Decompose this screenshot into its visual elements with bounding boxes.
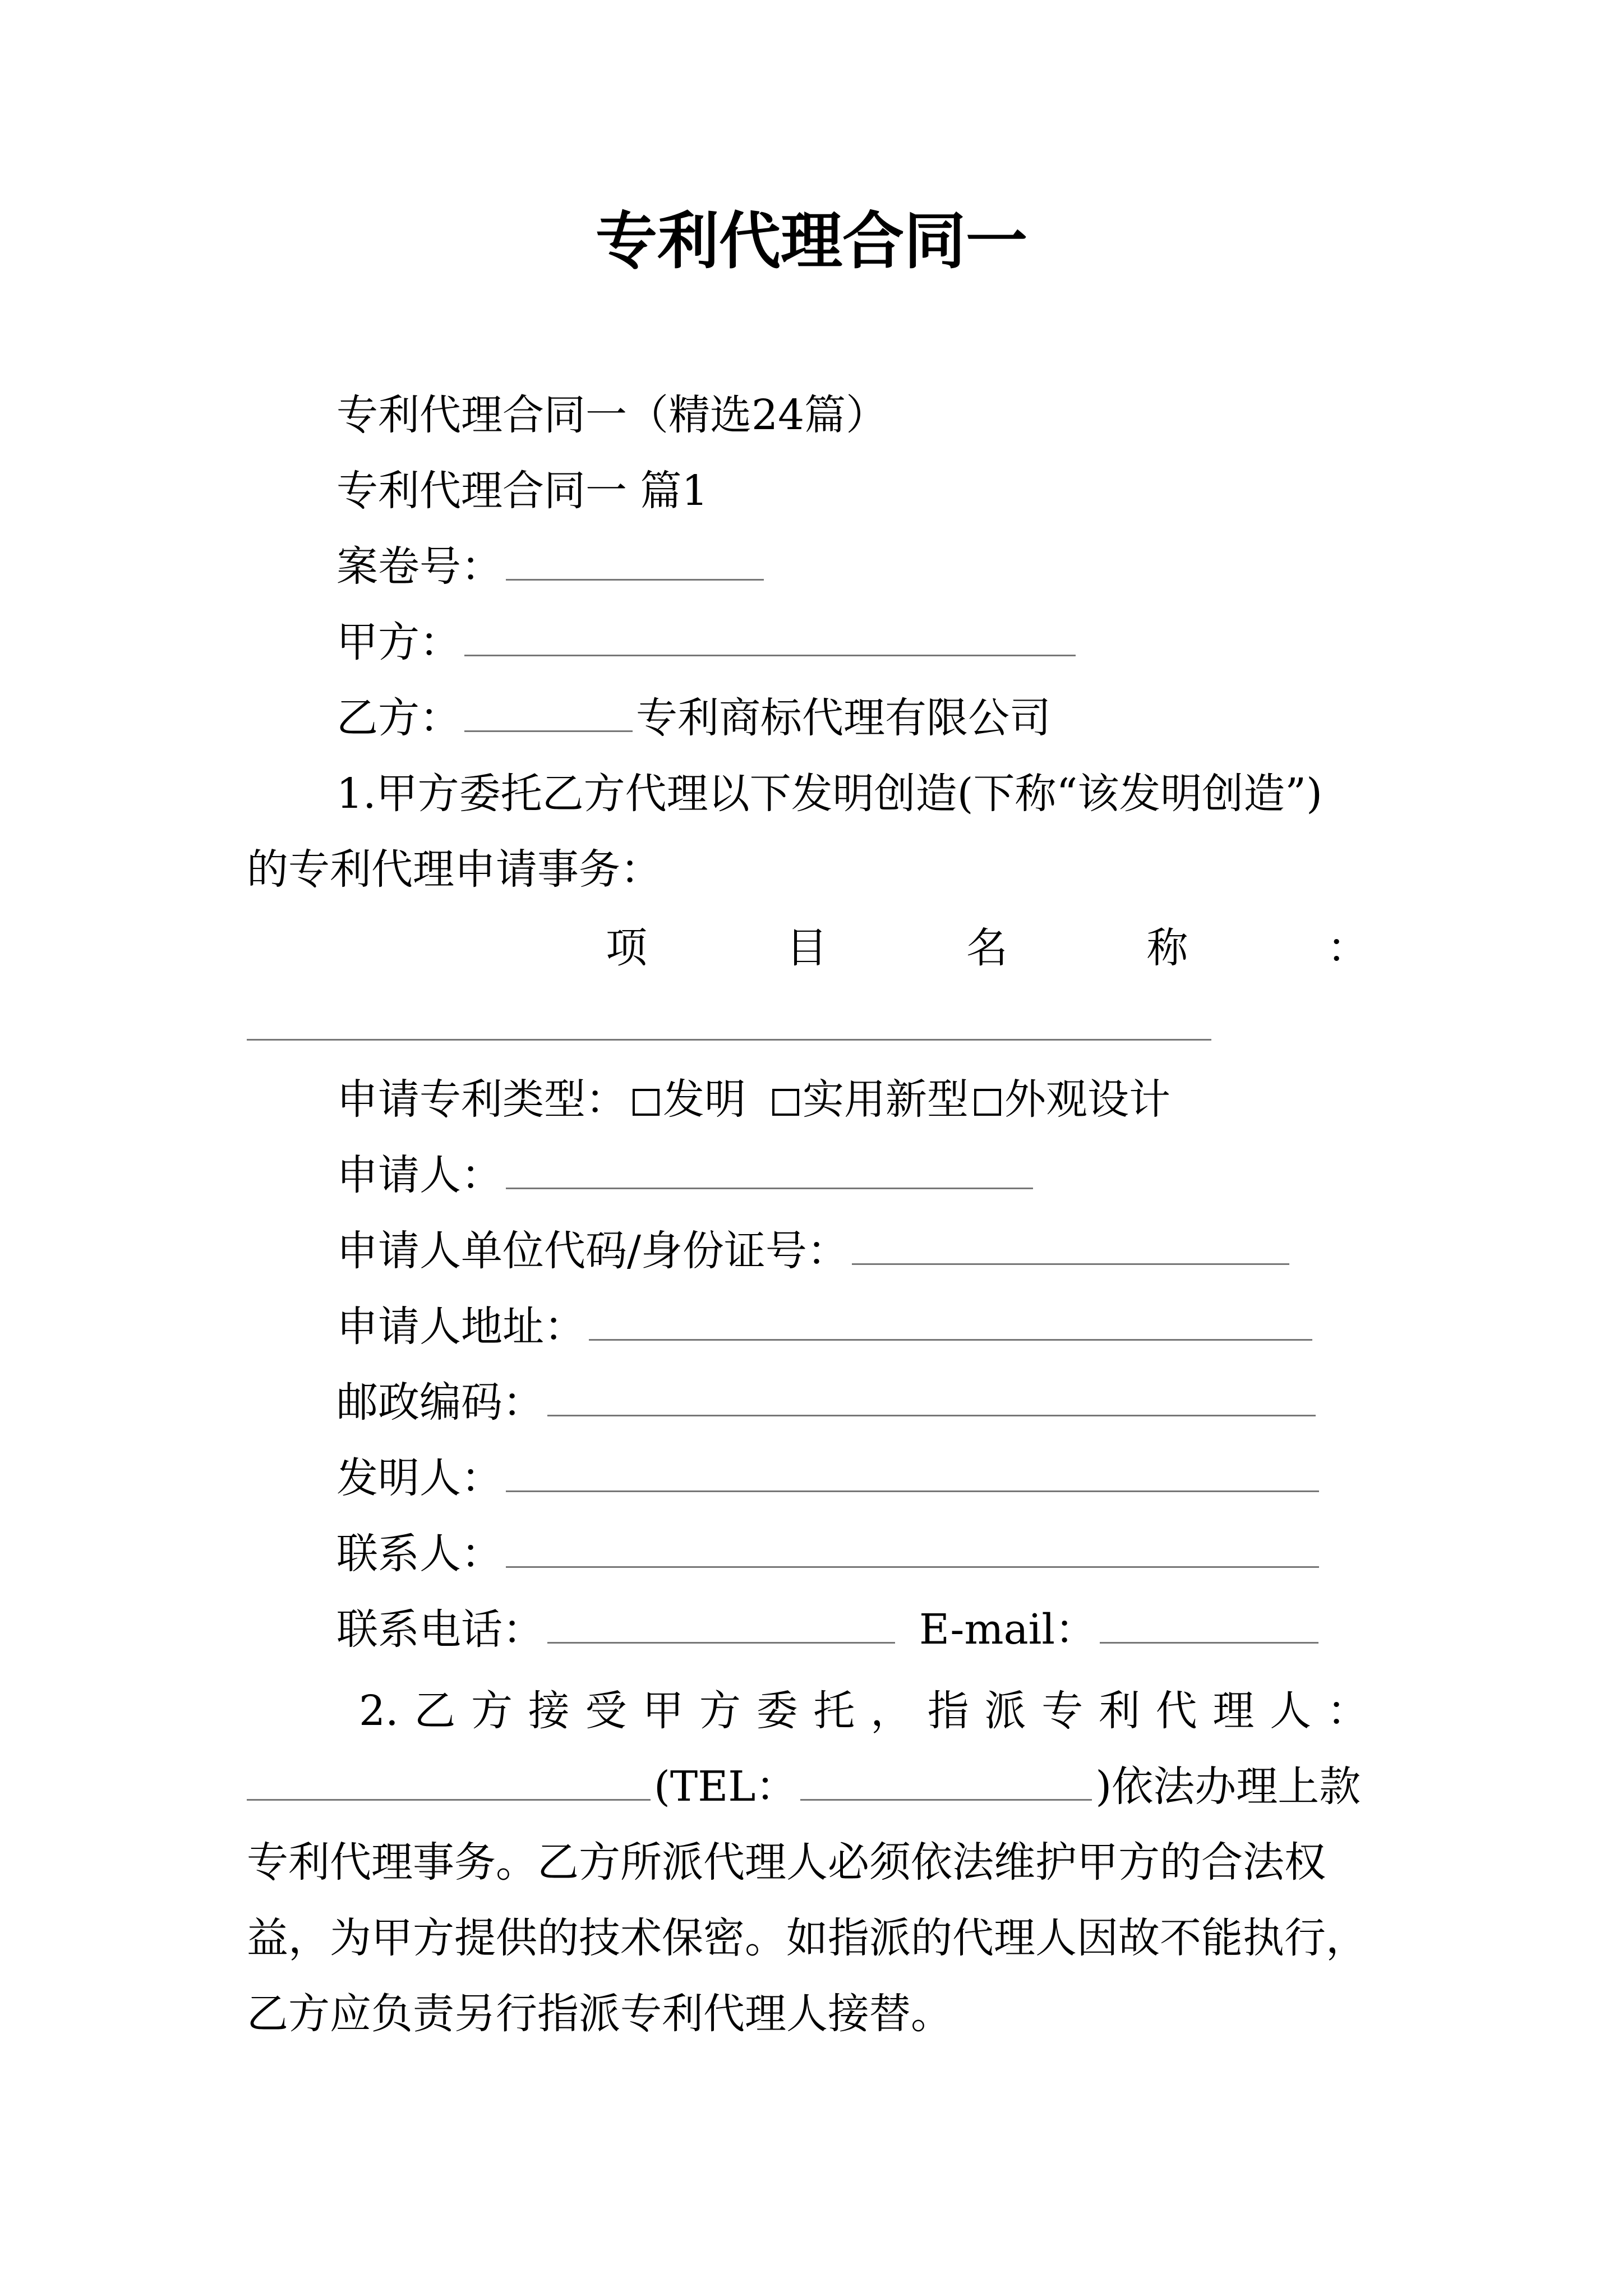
subtitle: 专利代理合同一（精选24篇） — [336, 391, 888, 439]
section-heading: 专利代理合同一 篇1 — [336, 467, 708, 515]
project-name-row — [606, 920, 1368, 976]
design-checkbox[interactable] — [974, 1089, 1001, 1116]
applicant-id-label: 申请人单位代码/身份证号： — [336, 1227, 849, 1275]
applicant-row — [336, 1147, 1036, 1203]
project-name-char: 项 — [606, 924, 647, 972]
inventor-label: 发明人： — [336, 1454, 502, 1502]
case-number-label: 案卷号： — [336, 542, 502, 591]
party-a-blank[interactable] — [464, 621, 1076, 656]
clause2-line2-end: )依法办理上款 — [1095, 1763, 1361, 1811]
project-name-char: 名 — [966, 924, 1008, 972]
postal-code-row — [336, 1374, 1319, 1430]
clause2-char: 代 — [1155, 1687, 1197, 1735]
project-name-char: ： — [1327, 924, 1368, 972]
clause1-line1: 1.甲方委托乙方代理以下发明创造(下称“该发明创造”) — [336, 770, 1323, 818]
inventor-row — [336, 1450, 1322, 1506]
phone-label: 联系电话： — [336, 1605, 544, 1654]
inventor-blank[interactable] — [506, 1457, 1319, 1492]
clause2-char: 甲 — [642, 1687, 684, 1735]
agent-tel-blank[interactable] — [800, 1765, 1092, 1801]
patent-type-label: 申请专利类型： — [336, 1075, 627, 1124]
clause2-char: 派 — [984, 1687, 1026, 1735]
clause2-line1 — [359, 1683, 1368, 1739]
clause2-char: 方 — [699, 1687, 741, 1735]
invention-checkbox[interactable] — [633, 1089, 660, 1116]
document-title: 专利代理合同一 — [596, 205, 1027, 277]
contact-blank[interactable] — [506, 1533, 1319, 1568]
clause2-line5: 乙方应负责另行指派专利代理人接替。 — [247, 1990, 952, 2038]
clause2-char: 委 — [756, 1687, 798, 1735]
case-number-blank[interactable] — [506, 545, 764, 581]
clause2-char: 接 — [528, 1687, 570, 1735]
clause2-char: 受 — [585, 1687, 627, 1735]
clause2-tel-label: (TEL： — [654, 1763, 797, 1811]
design-option: 外观设计 — [1004, 1075, 1170, 1124]
party-b-row — [336, 690, 1051, 746]
clause2-char: 专 — [1041, 1687, 1083, 1735]
clause2-char: ： — [1326, 1687, 1368, 1735]
applicant-id-blank[interactable] — [852, 1230, 1289, 1265]
project-name-char: 目 — [786, 924, 828, 972]
clause2-char: 方 — [471, 1687, 513, 1735]
case-number-row — [336, 539, 767, 595]
party-a-row — [336, 614, 1079, 670]
applicant-blank[interactable] — [506, 1154, 1033, 1189]
party-b-label: 乙方： — [336, 694, 461, 742]
applicant-address-label: 申请人地址： — [336, 1303, 585, 1351]
party-b-blank[interactable] — [464, 697, 633, 732]
clause2-char: 2. — [359, 1687, 399, 1735]
phone-blank[interactable] — [547, 1608, 895, 1644]
email-blank[interactable] — [1100, 1608, 1318, 1644]
clause2-char: 人 — [1270, 1687, 1312, 1735]
clause2-char: 托 — [813, 1687, 855, 1735]
patent-type-row — [336, 1071, 1170, 1128]
contact-row — [336, 1526, 1322, 1582]
project-name-blank[interactable] — [247, 1039, 1211, 1041]
applicant-address-blank[interactable] — [589, 1305, 1312, 1341]
invention-option: 发明 — [663, 1075, 746, 1124]
agent-name-blank[interactable] — [247, 1765, 651, 1801]
clause2-char: 理 — [1212, 1687, 1255, 1735]
applicant-address-row — [336, 1299, 1316, 1355]
applicant-id-row — [336, 1223, 1293, 1279]
clause2-char: 利 — [1098, 1687, 1140, 1735]
clause2-char: 乙 — [414, 1687, 456, 1735]
postal-code-blank[interactable] — [547, 1381, 1316, 1416]
clause2-char: 指 — [927, 1687, 969, 1735]
utility-model-checkbox[interactable] — [772, 1089, 799, 1116]
phone-row — [336, 1602, 1322, 1658]
clause2-line3: 专利代理事务。乙方所派代理人必须依法维护甲方的合法权 — [247, 1838, 1326, 1887]
party-b-company: 专利商标代理有限公司 — [636, 694, 1051, 742]
postal-code-label: 邮政编码： — [336, 1378, 544, 1427]
party-a-label: 甲方： — [336, 618, 461, 666]
utility-model-option: 实用新型 — [803, 1075, 969, 1124]
clause2-line4: 益，为甲方提供的技术保密。如指派的代理人因故不能执行， — [247, 1914, 1367, 1962]
clause1-line2: 的专利代理申请事务： — [247, 845, 662, 894]
clause2-line2 — [247, 1759, 1361, 1815]
contact-label: 联系人： — [336, 1530, 502, 1578]
project-name-char: 称 — [1146, 924, 1188, 972]
email-label: E-mail： — [919, 1605, 1097, 1654]
applicant-label: 申请人： — [336, 1151, 502, 1199]
clause2-char: ， — [870, 1687, 912, 1735]
